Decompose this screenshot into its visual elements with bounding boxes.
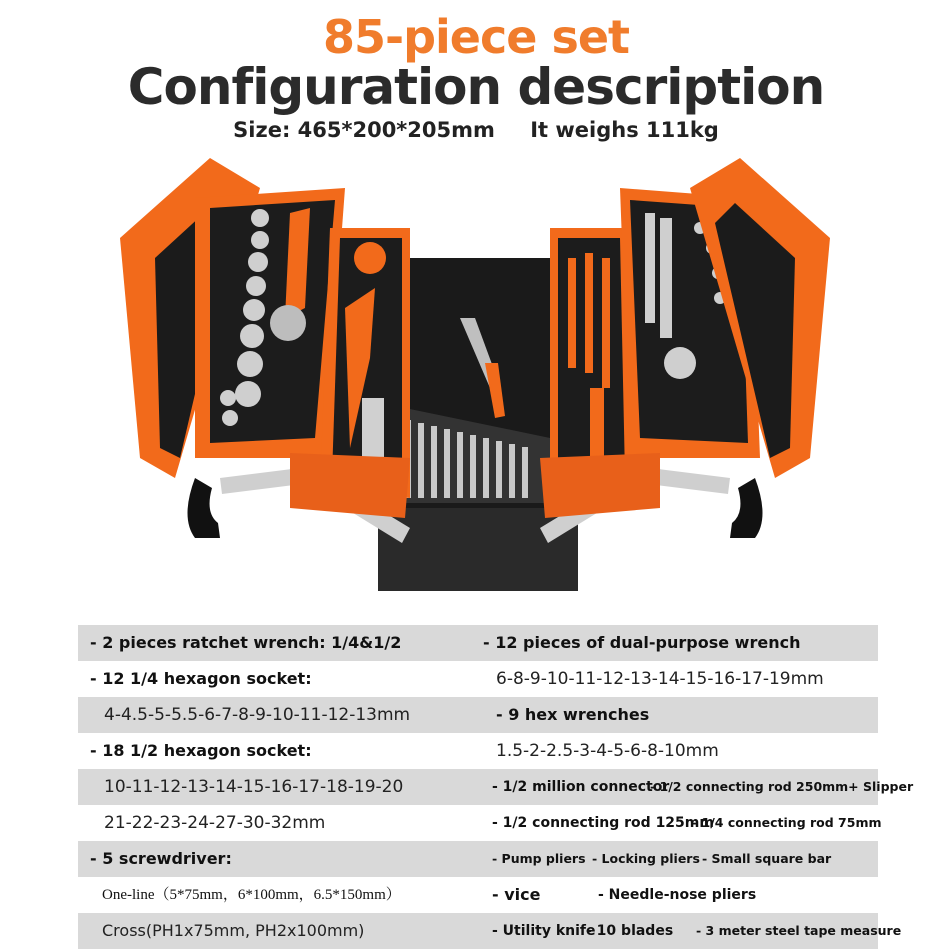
spec-screwdriver: - 5 screwdriver: bbox=[90, 849, 232, 868]
specs-row bbox=[78, 769, 914, 805]
spec-one-line-screwdrivers: One-line（5*75mm，6*100mm，6.5*150mm） bbox=[102, 887, 401, 903]
page-title: 85-piece set bbox=[322, 10, 630, 64]
spec-half-socket-sizes-2: 21-22-23-24-27-30-32mm bbox=[104, 813, 326, 833]
size-text: Size: 465*200*205mm bbox=[233, 118, 495, 142]
spec-million-connector: - 1/2 million connector bbox=[492, 779, 670, 795]
spec-tape-measure: - 3 meter steel tape measure bbox=[696, 923, 902, 938]
spec-dual-purpose-wrench: - 12 pieces of dual-purpose wrench bbox=[483, 633, 801, 652]
spec-square-bar: - Small square bar bbox=[702, 851, 832, 866]
spec-hex-wrench-sizes: 1.5-2-2.5-3-4-5-6-8-10mm bbox=[496, 741, 719, 761]
weight-text: It weighs 111kg bbox=[530, 118, 719, 142]
spec-utility-knife: - Utility knife bbox=[492, 923, 596, 939]
specs-row bbox=[78, 697, 878, 733]
spec-needle-nose-pliers: - Needle-nose pliers bbox=[598, 887, 757, 903]
spec-connecting-rod-75: - 1/4 connecting rod 75mm bbox=[692, 815, 882, 830]
spec-cross-screwdrivers: Cross(PH1x75mm, PH2x100mm) bbox=[102, 921, 365, 940]
spec-connecting-rod-125: - 1/2 connecting rod 125mm bbox=[492, 815, 714, 831]
page-subtitle: Configuration description bbox=[127, 58, 825, 116]
spec-connecting-rod-250: - 1/2 connecting rod 250mm+ Slipper bbox=[650, 779, 914, 794]
specs-table bbox=[78, 625, 914, 949]
spec-blades: - 10 blades bbox=[586, 923, 674, 939]
specs-row bbox=[78, 913, 902, 949]
specs-row bbox=[78, 805, 882, 841]
spec-locking-pliers: - Locking pliers bbox=[592, 851, 700, 866]
spec-ratchet-wrench: - 2 pieces ratchet wrench: 1/4&1/2 bbox=[90, 633, 402, 652]
spec-half-socket-sizes-1: 10-11-12-13-14-15-16-17-18-19-20 bbox=[104, 777, 404, 797]
specs-row bbox=[78, 625, 878, 661]
dimensions-line bbox=[0, 118, 952, 142]
specs-row bbox=[78, 877, 878, 913]
specs-row bbox=[78, 661, 878, 697]
specs-row bbox=[78, 733, 878, 769]
spec-quarter-hex-socket: - 12 1/4 hexagon socket: bbox=[90, 669, 312, 688]
specs-row bbox=[78, 841, 878, 877]
spec-hex-wrenches: - 9 hex wrenches bbox=[496, 705, 650, 724]
spec-vice: - vice bbox=[492, 885, 541, 904]
spec-wrench-sizes: 6-8-9-10-11-12-13-14-15-16-17-19mm bbox=[496, 669, 824, 689]
spec-quarter-socket-sizes: 4-4.5-5-5.5-6-7-8-9-10-11-12-13mm bbox=[104, 705, 411, 725]
spec-pump-pliers: - Pump pliers bbox=[492, 851, 586, 866]
spec-half-hex-socket: - 18 1/2 hexagon socket: bbox=[90, 741, 312, 760]
toolbox-product-image bbox=[100, 158, 850, 598]
